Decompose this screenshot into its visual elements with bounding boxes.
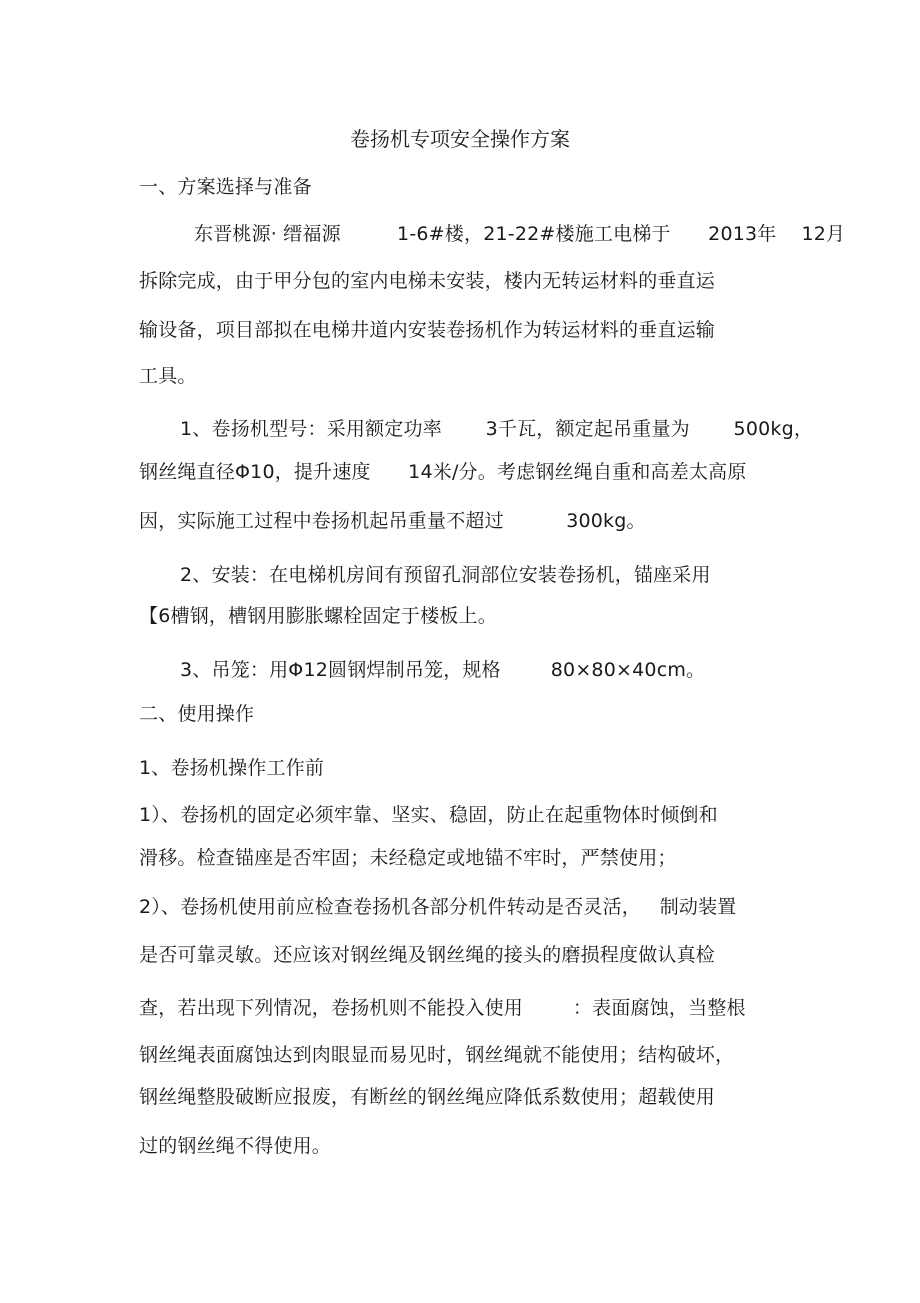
paragraph-line: 东晋桃源· 缙福源 1-6#楼，21-22#楼施工电梯于 2013年 12月 xyxy=(194,223,846,245)
paragraph-line: 因，实际施工过程中卷扬机起吊重量不超过 300kg。 xyxy=(139,510,646,532)
list-item: 1、卷扬机型号：采用额定功率 3千瓦，额定起吊重量为 500kg， xyxy=(180,418,814,440)
paragraph-line: 拆除完成，由于甲分包的室内电梯未安装，楼内无转运材料的垂直运 xyxy=(139,270,716,292)
paragraph-line: 钢丝绳直径Φ10，提升速度 14米/分。考虑钢丝绳自重和高差太高原 xyxy=(139,461,747,483)
paragraph-line: 钢丝绳表面腐蚀达到肉眼显而易见时，钢丝绳就不能使用；结构破坏， xyxy=(139,1044,735,1066)
paragraph-line: 过的钢丝绳不得使用。 xyxy=(139,1135,332,1157)
list-item: 2、安装：在电梯机房间有预留孔洞部位安装卷扬机，锚座采用 xyxy=(180,564,711,586)
paragraph-line: 查，若出现下列情况，卷扬机则不能投入使用 ：表面腐蚀，当整根 xyxy=(139,997,746,1019)
paragraph-line: 输设备，项目部拟在电梯井道内安装卷扬机作为转运材料的垂直运输 xyxy=(139,319,716,341)
document-title: 卷扬机专项安全操作方案 xyxy=(350,127,570,151)
section-heading-1: 一、方案选择与准备 xyxy=(139,176,312,198)
paragraph-line: 2）、卷扬机使用前应检查卷扬机各部分机件转动是否灵活， 制动装置 xyxy=(139,896,737,918)
paragraph-line: 是否可靠灵敏。还应该对钢丝绳及钢丝绳的接头的磨损程度做认真检 xyxy=(139,944,716,966)
section-heading-2: 二、使用操作 xyxy=(139,703,255,725)
subsection-heading: 1、卷扬机操作工作前 xyxy=(139,757,325,779)
paragraph-line: 1）、卷扬机的固定必须牢靠、坚实、稳固，防止在起重物体时倾倒和 xyxy=(139,804,718,826)
paragraph-line: 滑移。检查锚座是否牢固；未经稳定或地锚不牢时，严禁使用； xyxy=(139,847,677,869)
paragraph-line: 工具。 xyxy=(139,365,197,387)
paragraph-line: 【6槽钢，槽钢用膨胀螺栓固定于楼板上。 xyxy=(139,605,497,627)
list-item: 3、吊笼：用Φ12圆钢焊制吊笼，规格 80×80×40cm。 xyxy=(180,659,706,681)
paragraph-line: 钢丝绳整股破断应报废，有断丝的钢丝绳应降低系数使用；超载使用 xyxy=(139,1086,716,1108)
